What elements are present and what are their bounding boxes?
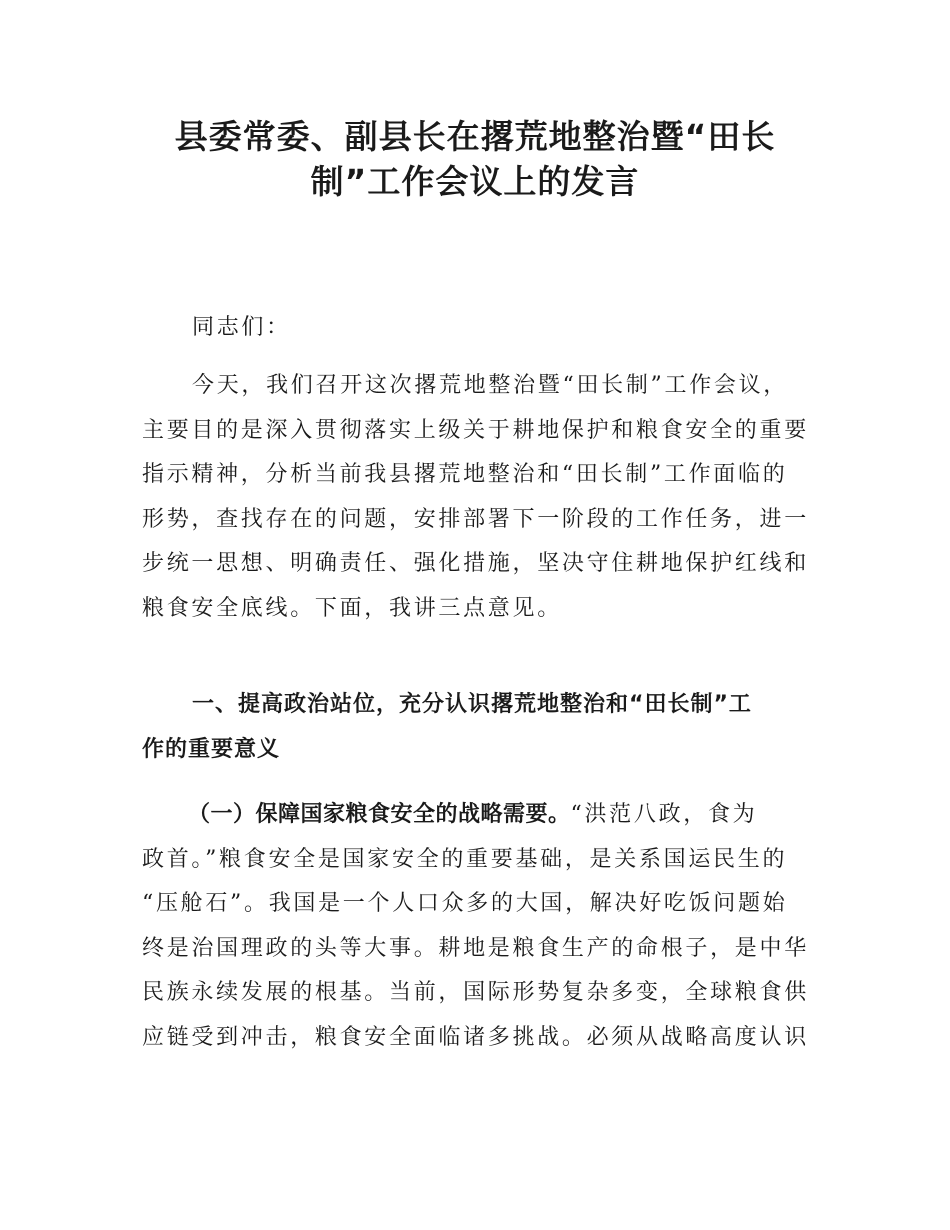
title-line-2: 制”工作会议上的发言 [310, 161, 640, 201]
paragraph-line: 粮食安全底线。下面，我讲三点意见。 [142, 595, 562, 621]
title-line-1: 县委常委、副县长在撂荒地整治暨“田长 [174, 117, 776, 156]
paragraph-section-1-1 [142, 793, 810, 1060]
paragraph-line: 指示精神，分析当前我县撂荒地整治和“田长制”工作面临的 [142, 462, 788, 487]
section-heading-1 [142, 683, 810, 772]
paragraph-line: 形势，查找存在的问题，安排部署下一阶段的工作任务，进一 [142, 506, 809, 532]
document-title [150, 112, 800, 201]
paragraph-line: “压舱石”。我国是一个人口众多的大国，解决好吃饭问题始 [142, 891, 788, 916]
paragraph-line-rest: “洪范八政，食为 [570, 802, 758, 827]
paragraph-line: 主要目的是深入贯彻落实上级关于耕地保护和粮食安全的重要 [142, 417, 809, 443]
salutation [142, 306, 810, 351]
heading-line: 作的重要意义 [142, 736, 281, 762]
paragraph-line: 终是治国理政的头等大事。耕地是粮食生产的命根子，是中华 [142, 935, 809, 961]
paragraph-line: 政首。”粮食安全是国家安全的重要基础，是关系国运民生的 [142, 846, 788, 872]
heading-line: 一、提高政治站位，充分认识撂荒地整治和“田长制”工 [192, 692, 752, 717]
paragraph-line: 今天，我们召开这次撂荒地整治暨“田长制”工作会议， [192, 373, 788, 398]
paragraph-line: 民族永续发展的根基。当前，国际形势复杂多变，全球粮食供 [142, 980, 809, 1005]
paragraph-line: 应链受到冲击，粮食安全面临诸多挑战。必须从战略高度认识 [142, 1024, 809, 1050]
paragraph-line: 步统一思想、明确责任、强化措施，坚决守住耕地保护红线和 [142, 551, 809, 576]
salutation-text: 同志们： [192, 315, 291, 340]
subsection-lead: （一）保障国家粮食安全的战略需要。 [188, 802, 571, 827]
paragraph-intro [142, 364, 810, 631]
paragraph-line [142, 793, 810, 838]
